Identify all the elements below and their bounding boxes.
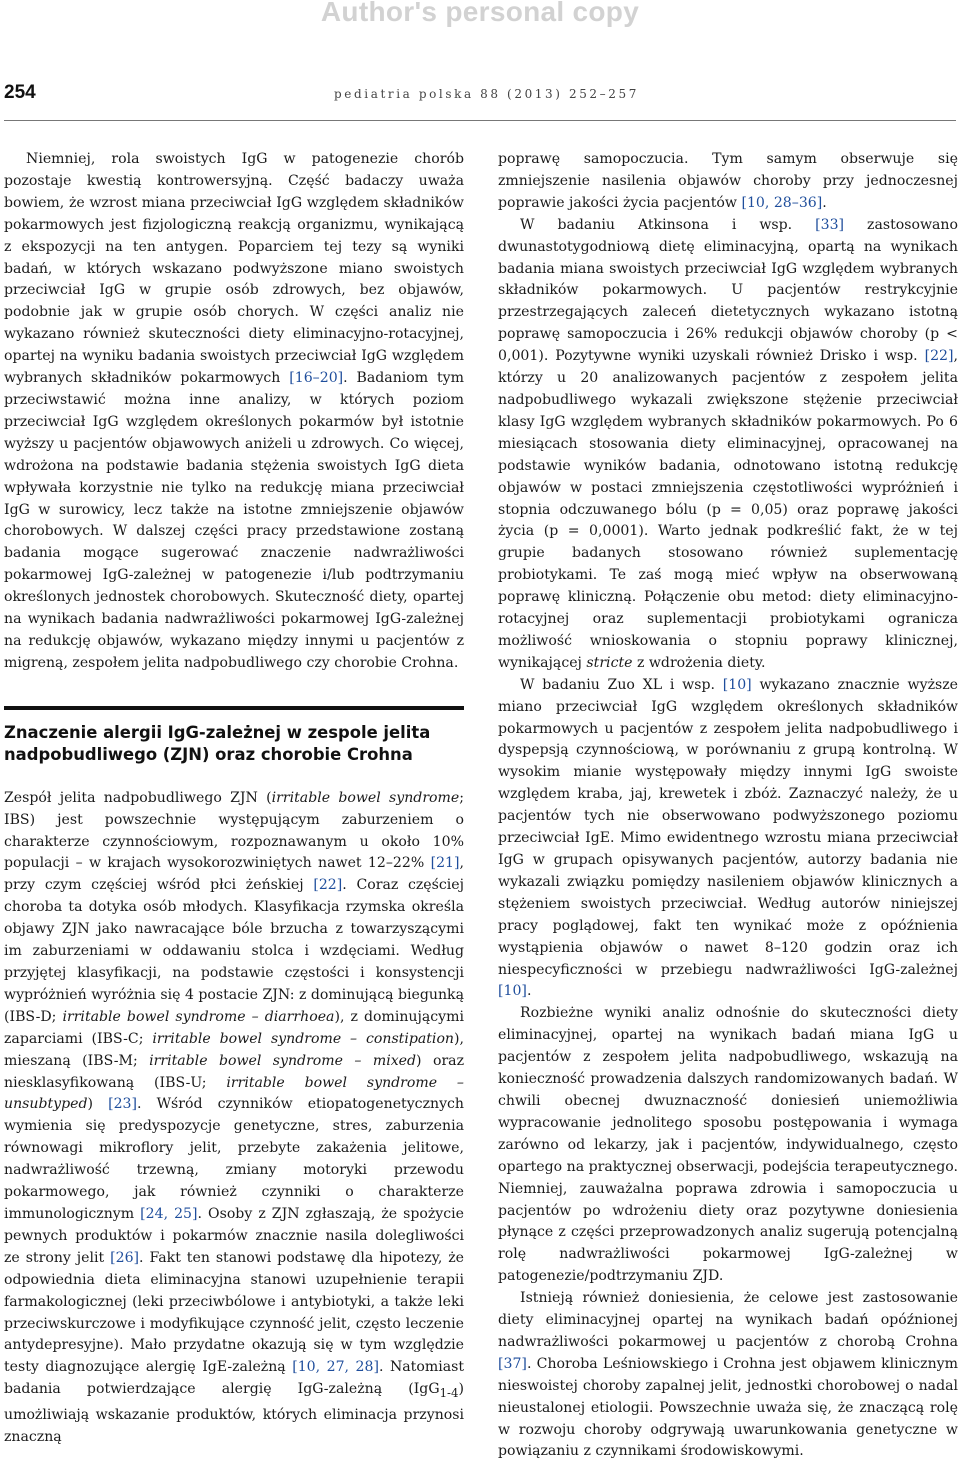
citation-link[interactable]: [10, 27, 28]: [292, 1359, 379, 1376]
citation-link[interactable]: [10, 28–36]: [741, 194, 823, 211]
citation-link[interactable]: [16–20]: [289, 370, 344, 387]
paragraph: Zespół jelita nadpobudliwego ZJN (irritable bowel syndrome; IBS) jest powszechnie występującym zaburzeniem o charakterze czynnościowym, rozpoznawanym u około 10% populacji – w krajach wysokorozwiniętych nawet 12–22% [21], przy czym częściej wśród płci żeńskiej [22]. Coraz częściej choroba ta dotyka osób młodych. Klasyfikacja rzymska określa objawy ZJN jako nawracające bóle brzucha z towarzyszącymi im zaburzeniami w oddawaniu stolca i wzdęciami. Według przyjętej klasyfikacji, na podstawie częstości i konsystencji wypróżnień wyróżnia się 4 postacie ZJN: z dominującą biegunką (IBS-D; irritable bowel syndrome – diarrhoea), z dominującymi zaparciami (IBS-C; irritable bowel syndrome – constipation), mieszaną (IBS-M; irritable bowel syndrome – mixed) oraz niesklasyfikowaną (IBS-U; irritable bowel syndrome – unsubtyped) [23]. Wśród czynników etiopatogenetycznych wymienia się predyspozycje genetyczne, stres, zaburzenia równowagi mikroflory jelit, przebyte zakażenia jelitowe, nadwrażliwość trzewną, zmiany motoryki przewodu pokarmowego, jak również czynniki o charakterze immunologicznym [24, 25]. Osoby z ZJN zgłaszają, że spożycie pewnych produktów i pokarmów znacznie nasila dolegliwości ze strony jelit [26]. Fakt ten stanowi podstawę dla hipotezy, że odpowiednia dieta eliminacyjna stanowi uzupełnienie terapii farmakologicznej (leki przeciwbólowe i antybiotyki, a także leki przeciwskurczowe i modyfikujące czynność jelit, często leczenie antydepresyjne). Mało przydatne okazują się w tym względzie testy diagnozujące alergię IgE-zależną [10, 27, 28]. Natomiast badania potwierdzające alergię IgG-zależną (IgG$_{1-4}$) umożliwiają wskazanie produktów, których eliminacja przynosi znaczną: [4, 789, 465, 1445]
paragraph: W badaniu Zuo XL i wsp. [10] wykazano znacznie wyższe miano przeciwciał IgG względem określonych składników pokarmowych u pacjentów z zespołem jelita nadpobudliwego i dyspepsją czynnościową, w porównaniu z grupą kontrolną. W wysokim mianie występowały między innymi IgG swoiste względem kraba, jaj, krewetek i zbóż. Zaznaczyć należy, że u pacjentów tych nie obserwowano podwyższonego poziomu przeciwciał IgE. Mimo ewidentnego wzrostu miana przeciwciał IgG w grupach opisywanych pacjentów, autorzy badania nie wykazali związku pomiędzy nasileniem objawów klinicznych a stężeniem swoistych przeciwciał. Według autorów niniejszej pracy poglądowej, fakt ten wynikać może z opóźnienia wystąpienia objawów o nawet 8–120 godzin oraz ich niespecyficzności w przebiegu nadwrażliwości IgG-zależnej [10].: [498, 676, 958, 1000]
page-header: [4, 78, 956, 112]
citation-link[interactable]: [33]: [815, 216, 845, 233]
paragraph: poprawę samopoczucia. Tym samym obserwuje się zmniejszenie nasilenia objawów choroby przy jednoczesnej poprawie jakości życia pacjentów [10, 28–36].: [498, 151, 958, 211]
watermark: Author's personal copy: [320, 0, 640, 27]
citation-link[interactable]: [10]: [498, 983, 527, 1000]
page-number: 254: [4, 82, 36, 103]
citation-link[interactable]: [37]: [498, 1355, 527, 1372]
paragraph: W badaniu Atkinsona i wsp. [33] zastosowano dwunastotygodniową dietę eliminacyjną, opartą na wynikach badania miana swoistych przeciwciał IgG względem wybranych składników pokarmowych. U pacjentów restrykcyjnie przestrzegających zaleceń dietetycznych wykazano istotną poprawę samopoczucia i 26% redukcji objawów choroby (p < 0,001). Pozytywne wyniki uzyskali również Drisko i wsp. [22], którzy u 20 analizowanych pacjentów z zespołem jelita nadpobudliwego wykazali zwiększone stężenie przeciwciał klasy IgG względem wybranych składników pokarmowych. Po 6 miesiącach stosowania diety eliminacyjnej, opracowanej na podstawie wyników badania, odnotowano istotną redukcję objawów w postaci zmniejszenia częstotliwości wypróżnień i stopnia odczuwanego bólu (p = 0,05) oraz poprawę jakości życia (p = 0,0001). Warto jednak podkreślić fakt, że w tej grupie badanych stosowano również suplementację probiotykami. Te zaś mogą mieć wpływ na obserwowaną poprawę kliniczną. Połączenie obu metod: diety eliminacyjno-rotacyjnej oraz suplementacji probiotykami ogranicza możliwość wnioskowania o stopniu poprawy klinicznej, wynikającej stricte z wdrożenia diety.: [498, 216, 958, 671]
right-column: [498, 149, 958, 1463]
citation-link[interactable]: [10]: [722, 676, 752, 693]
section-rule: [4, 706, 464, 710]
citation-link[interactable]: [22]: [924, 348, 954, 365]
left-column: [4, 149, 464, 1449]
citation-link[interactable]: [21]: [430, 855, 460, 872]
header-rule: [4, 120, 956, 121]
paragraph: Rozbieżne wyniki analiz odnośnie do skuteczności diety eliminacyjnej, opartej na wynikach badań miana IgG u pacjentów z zespołem jelita nadpobudliwego, wskazują na konieczność prowadzenia dalszych randomizowanych badań. W chwili obecnej dwuznaczność doniesień uniemożliwia wypracowanie jednolitego sposobu postępowania i wymaga zarówno od lekarzy, jak i pacjentów, indywidualnego, często opartego na praktycznej obserwacji, podejścia terapeutycznego. Niemniej, zauważalna poprawa zdrowia i samopoczucia u pacjentów po wdrożeniu diety oraz pozytywne doniesienia płynące z części przeprowadzonych analiz sugerują potencjalną rolę nadwrażliwości pokarmowej IgG-zależnej w patogenezie/podtrzymaniu ZJD.: [498, 1005, 958, 1285]
citation-link[interactable]: [22]: [313, 877, 343, 894]
paragraph: Istnieją również doniesienia, że celowe jest zastosowanie diety eliminacyjnej opartej na wynikach badań opóźnionej nadwrażliwości pokarmowej u pacjentów z chorobą Crohna [37]. Choroba Leśniowskiego i Crohna jest objawem klinicznym nieswoistej choroby zapalnej jelit, jednostki chorobowej o nadal nieustalonej etiologii. Powszechnie uważa się, że znaczącą rolę w rozwoju choroby odgrywają uwarunkowania genetyczne w powiązaniu z czynnikami środowiskowymi.: [498, 1290, 958, 1460]
citation-link[interactable]: [24, 25]: [140, 1205, 198, 1222]
section-heading: Znaczenie alergii IgG-zależnej w zespole jelita nadpobudliwego (ZJN) oraz chorobie Crohna: [4, 722, 431, 764]
citation-link[interactable]: [23]: [108, 1096, 138, 1113]
paragraph: Niemniej, rola swoistych IgG w patogenezie chorób pozostaje kwestią kontrowersyjną. Część badaczy uważa bowiem, że wzrost miana przeciwciał IgG względem składników pokarmowych jest fizjologiczną reakcją organizmu, wynikającą z ekspozycji na ten antygen. Poparciem tej tezy są wyniki badań, w których wskazano podwyższone miano swoistych przeciwciał IgG w grupie osób zdrowych, bez objawów, podobnie jak w grupie osób chorych. W części analiz nie wykazano również skuteczności diety eliminacyjno-rotacyjnej, opartej na wyniku badania swoistych przeciwciał IgG względem wybranych składników pokarmowych [16–20]. Badaniom tym przeciwstawić można inne analizy, w których poziom przeciwciał IgG względem określonych pokarmów był istotnie wyższy u pacjentów objawowych aniżeli u zdrowych. Co więcej, wdrożona na podstawie badania stężenia swoistych IgG dieta wpływała korzystnie nie tylko na redukcję miana przeciwciał IgG w surowicy, lecz także na istotne zmniejszenie objawów chorobowych. W dalszej części pracy przedstawione zostaną badania mogące sugerować znaczenie nadwrażliwości pokarmowej IgG-zależnej w patogenezie i/lub podtrzymaniu określonych jednostek chorobowych. Skuteczność diety, opartej na wynikach badania nadwrażliwości pokarmowej IgG-zależnej na redukcję objawów, wykazano między innymi u pacjentów z migreną, zespołem jelita nadpobudliwego czy chorobie Crohna.: [4, 151, 464, 671]
citation-link[interactable]: [26]: [110, 1249, 140, 1266]
running-title: pediatria polska 88 (2013) 252–257: [334, 87, 639, 101]
